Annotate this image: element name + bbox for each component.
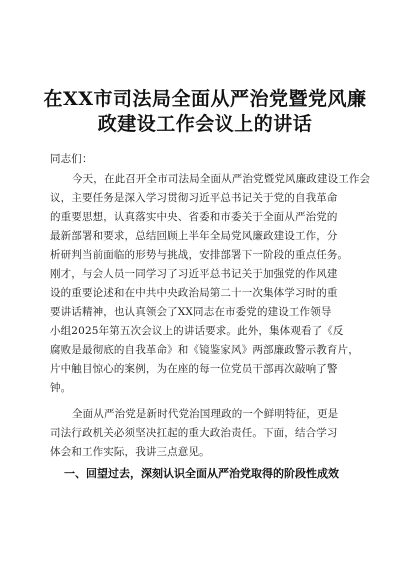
speech-title-line-1: 在XX市司法局全面从严治党暨党风廉 [43,88,367,110]
paragraph-1-line-5: 析研判当前面临的形势与挑战，安排部署下一阶段的重点任务。 [50,249,349,261]
paragraph-1-line-4: 最新部署和要求，总结回顾上半年全局党风廉政建设工作，分 [50,230,338,242]
salutation: 同志们： [50,153,93,165]
paragraph-2-line-3: 体会和工作实际，我讲三点意见。 [50,446,210,458]
section-heading-1: 一、回望过去，深刻认识全面从严治党取得的阶段性成效 [64,467,339,480]
paragraph-1-line-1: 今天，在此召开全市司法局全面从严治党暨党风廉政建设工作会 [72,173,371,185]
paragraph-1-line-3: 的重要思想，认真落实中央、省委和市委关于全面从严治党的 [50,211,338,223]
paragraph-1-line-10: 腐败是最彻底的自我革命》和《镜鉴家风》两部廉政警示教育片， [50,344,359,356]
paragraph-1-line-7: 设的重要论述和在中共中央政治局第二十一次集体学习时的重 [50,287,338,299]
paragraph-1-line-2: 议，主要任务是深入学习贯彻习近平总书记关于党的自我革命 [50,192,338,204]
speech-title-line-2: 政建设工作会议上的讲话 [97,113,313,135]
paragraph-1-line-6: 刚才，与会人员一同学习了习近平总书记关于加强党的作风建 [50,268,338,280]
paragraph-1-line-9: 小组2025年第五次会议上的讲话要求。此外，集体观看了《反 [50,325,344,337]
paragraph-1-line-8: 要讲话精神，也认真领会了XX同志在市委党的建设工作领导 [50,306,332,318]
paragraph-1-line-12: 钟。 [50,382,72,394]
paragraph-1-line-11: 片中触目惊心的案例，为在座的每一位党员干部再次敲响了警 [50,363,338,375]
paragraph-2-line-2: 司法行政机关必须坚决扛起的重大政治责任。下面，结合学习 [50,427,338,439]
paragraph-2-line-1: 全面从严治党是新时代党治国理政的一个鲜明特征，更是 [72,408,339,420]
